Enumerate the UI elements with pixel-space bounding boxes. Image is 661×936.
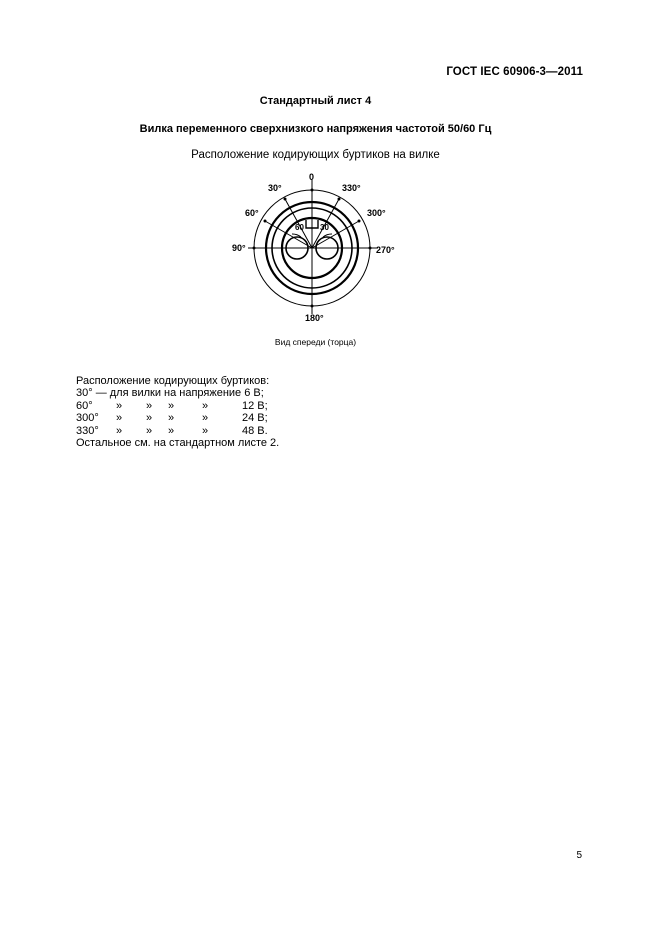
inner-label-right: 30 (320, 223, 329, 232)
page-number: 5 (576, 850, 582, 861)
angle-label-270: 270° (376, 245, 395, 255)
diagram-subtitle: Расположение кодирующих буртиков на вилке (191, 149, 440, 161)
angle-label-180: 180° (305, 313, 324, 323)
diagram-caption: Вид спереди (торца) (274, 337, 357, 347)
angle-label-330: 330° (342, 183, 361, 193)
angle-label-60: 60° (245, 208, 259, 218)
plug-title: Вилка переменного сверхнизкого напряжения частотой 50/60 Гц (139, 123, 492, 135)
plug-key-diagram (222, 168, 408, 328)
document-header: ГОСТ IEC 60906-3—2011 (446, 66, 583, 78)
angle-label-30: 30° (268, 183, 282, 193)
angle-label-300: 300° (367, 208, 386, 218)
inner-label-left: 60 (295, 223, 304, 232)
angle-label-90: 90° (232, 243, 246, 253)
angle-label-0: 0 (309, 172, 315, 182)
sheet-title: Стандартный лист 4 (259, 95, 372, 107)
